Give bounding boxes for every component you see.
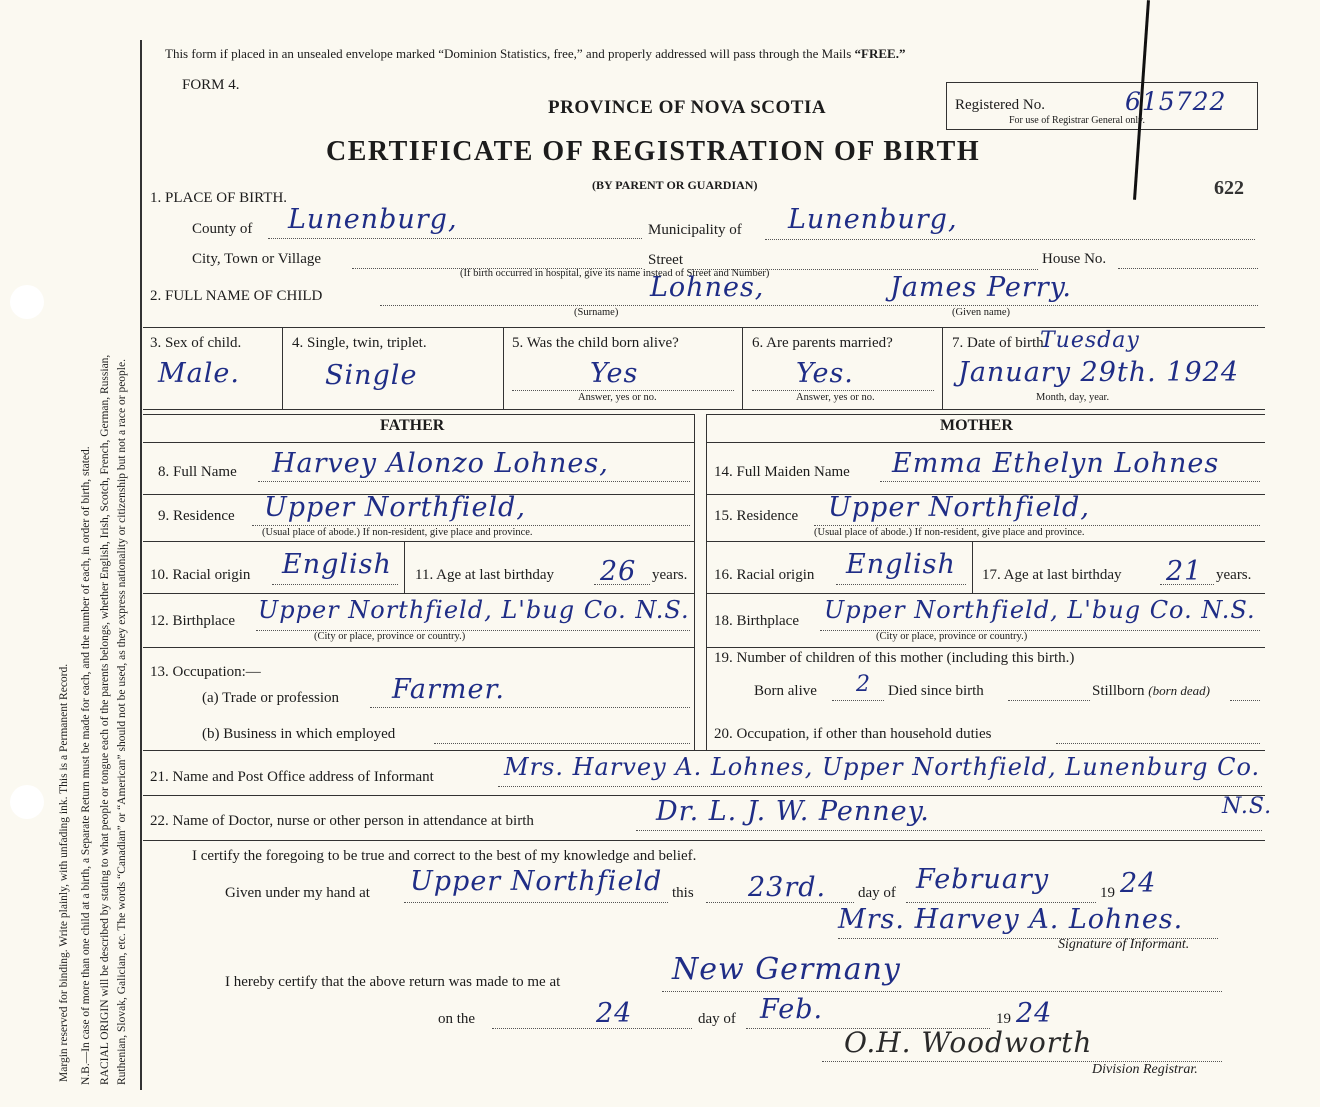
mother-residence-label: 15. Residence	[714, 508, 799, 524]
mother-name-value: Emma Ethelyn Lohnes	[892, 448, 1220, 479]
binding-border	[140, 40, 142, 1090]
row3-divider-4	[942, 327, 943, 409]
mother-occupation-line	[1056, 743, 1260, 744]
margin-note: Margin reserved for binding. Write plainly, with unfading ink. This is a Permanent Record.	[58, 663, 70, 1082]
informant-value-tail: N.S.	[1222, 794, 1273, 819]
binding-hole-top	[10, 285, 44, 319]
registrar-month-value: Feb.	[760, 994, 824, 1025]
married-label: 6. Are parents married?	[752, 335, 893, 351]
father-residence-line	[252, 525, 690, 526]
racial-origin-note-1: RACIAL ORIGIN will be described by stating to what people or tongue each of the parents belongs, whether English, Irish, Scotch, French, German, Russian,	[99, 354, 111, 1085]
father-residence-label: 9. Residence	[158, 508, 235, 524]
street-label: Street	[648, 252, 683, 268]
mother-box-left	[706, 414, 707, 750]
plurality-label: 4. Single, twin, triplet.	[292, 335, 427, 351]
registrar-use-note: For use of Registrar General only.	[1009, 115, 1145, 126]
father-row-divider-2	[143, 541, 694, 542]
sex-label: 3. Sex of child.	[150, 335, 242, 351]
registrar-day-line	[492, 1028, 692, 1029]
mother-children-label: 19. Number of children of this mother (including this birth.)	[714, 650, 1075, 666]
child-name-line	[380, 305, 1258, 306]
registrar-signature: O.H. Woodworth	[844, 1026, 1093, 1059]
stamp-number: 622	[1214, 177, 1244, 199]
binding-hole-bottom	[10, 785, 44, 819]
doctor-value: Dr. L. J. W. Penney.	[656, 796, 930, 827]
father-row-divider-4	[143, 647, 694, 648]
father-racial-divider	[404, 541, 405, 593]
nb-note: N.B.—In case of more than one child at a birth, a Separate Return must be made for each, and the number of each, in order of birth, stated.	[80, 446, 92, 1085]
registrar-day-of-label: day of	[698, 1011, 736, 1027]
hospital-note: (If birth occurred in hospital, give its name instead of Street and Number)	[460, 268, 770, 279]
informant-top-border	[143, 750, 1265, 751]
father-abode-caption: (Usual place of abode.) If non-resident, give place and province.	[262, 527, 533, 538]
father-row-divider-3	[143, 593, 694, 594]
father-heading: FATHER	[380, 417, 445, 434]
house-line	[1118, 268, 1258, 269]
municipality-label: Municipality of	[648, 222, 742, 238]
born-alive-value: Yes	[590, 358, 639, 389]
county-label: County of	[192, 221, 253, 237]
father-trade-value: Farmer.	[392, 674, 506, 705]
racial-origin-note-2: Ruthenian, Slovak, Galician, etc. The words “Canadian” or “American” should not be used, as they express nationality or citizenship but not a race or people.	[116, 359, 128, 1085]
doctor-line	[636, 830, 1262, 831]
father-name-line	[258, 481, 690, 482]
father-racial-label: 10. Racial origin	[150, 567, 251, 583]
place-of-birth-label: 1. PLACE OF BIRTH.	[150, 190, 288, 206]
certificate-title: CERTIFICATE OF REGISTRATION OF BIRTH	[326, 136, 981, 167]
child-name-label: 2. FULL NAME OF CHILD	[150, 288, 323, 304]
father-name-value: Harvey Alonzo Lohnes,	[272, 448, 609, 479]
child-surname: Lohnes,	[650, 272, 765, 303]
mother-abode-caption: (Usual place of abode.) If non-resident, give place and province.	[814, 527, 1085, 538]
father-age-value: 26	[600, 556, 637, 587]
married-caption: Answer, yes or no.	[796, 392, 875, 403]
house-label: House No.	[1042, 251, 1107, 267]
born-alive-count-line	[832, 700, 884, 701]
father-occupation-label: 13. Occupation:—	[150, 664, 261, 680]
this-label: this	[672, 885, 694, 901]
stillborn-text: Stillborn	[1092, 683, 1145, 699]
mother-age-label: 17. Age at last birthday	[982, 567, 1122, 583]
father-racial-value: English	[282, 549, 392, 580]
registrar-caption: Division Registrar.	[1092, 1062, 1198, 1077]
informant-label: 21. Name and Post Office address of Informant	[150, 769, 434, 785]
father-business-line	[434, 743, 690, 744]
province-heading: PROVINCE OF NOVA SCOTIA	[548, 97, 827, 118]
born-alive-label: 5. Was the child born alive?	[512, 335, 679, 351]
form-number: FORM 4.	[182, 77, 240, 93]
child-given-name: James Perry.	[890, 272, 1072, 303]
father-racial-line	[272, 584, 398, 585]
dob-value: January 29th. 1924	[958, 357, 1240, 388]
father-birthplace-caption: (City or place, province or country.)	[314, 631, 466, 642]
father-trade-label: (a) Trade or profession	[202, 690, 340, 706]
row3-divider-3	[742, 327, 743, 409]
stillborn-note: (born dead)	[1148, 683, 1211, 698]
sex-value: Male.	[158, 358, 240, 389]
certify-month-line	[906, 902, 1096, 903]
mother-racial-divider	[972, 541, 973, 593]
mother-header-top	[706, 414, 1265, 415]
registrar-year-value: 24	[1016, 998, 1053, 1029]
municipality-value: Lunenburg,	[788, 204, 958, 235]
mother-racial-label: 16. Racial origin	[714, 567, 815, 583]
registrar-year-prefix: 19	[996, 1011, 1011, 1027]
informant-signature-caption: Signature of Informant.	[1058, 937, 1190, 952]
mother-age-value: 21	[1166, 556, 1203, 587]
county-value: Lunenburg,	[288, 204, 458, 235]
certify-year-prefix: 19	[1100, 885, 1115, 901]
plurality-value: Single	[325, 360, 418, 391]
father-birthplace-value: Upper Northfield, L'bug Co. N.S.	[258, 596, 690, 624]
father-residence-value: Upper Northfield,	[264, 492, 526, 523]
given-under-hand-label: Given under my hand at	[225, 885, 370, 901]
certify-day-value: 23rd.	[748, 872, 827, 903]
father-header-bottom	[143, 442, 694, 443]
mother-birthplace-label: 18. Birthplace	[714, 613, 799, 629]
municipality-line	[765, 239, 1255, 240]
mother-heading: MOTHER	[940, 417, 1013, 434]
registrar-place-value: New Germany	[672, 952, 901, 987]
born-alive-count-value: 2	[856, 672, 871, 697]
mother-racial-value: English	[846, 549, 956, 580]
city-label: City, Town or Village	[192, 251, 322, 267]
certify-year-value: 24	[1120, 868, 1157, 899]
row3-divider-2	[503, 327, 504, 409]
mother-birthplace-value: Upper Northfield, L'bug Co. N.S.	[824, 596, 1256, 624]
father-business-label: (b) Business in which employed	[202, 726, 396, 742]
certify-month-value: February	[916, 864, 1050, 895]
registrar-place-line	[662, 991, 1222, 992]
mother-occupation-label: 20. Occupation, if other than household duties	[714, 726, 992, 742]
died-since-birth-line	[1008, 700, 1090, 701]
mother-residence-value: Upper Northfield,	[828, 492, 1090, 523]
registered-number: 615722	[1125, 87, 1227, 116]
married-line	[752, 390, 934, 391]
married-value: Yes.	[796, 358, 854, 389]
mother-row-divider-2	[706, 541, 1265, 542]
mother-residence-line	[814, 525, 1260, 526]
father-box-right	[694, 414, 695, 750]
mother-header-bottom	[706, 442, 1265, 443]
surname-caption: (Surname)	[574, 307, 619, 318]
mother-name-label: 14. Full Maiden Name	[714, 464, 850, 480]
given-place-line	[404, 902, 668, 903]
born-alive-count-label: Born alive	[754, 683, 817, 699]
mother-name-line	[880, 481, 1260, 482]
registrar-statement: I hereby certify that the above return was made to me at	[225, 974, 561, 990]
informant-signature: Mrs. Harvey A. Lohnes.	[838, 904, 1184, 935]
stillborn-line	[1230, 700, 1260, 701]
died-since-birth-label: Died since birth	[888, 683, 984, 699]
father-trade-line	[370, 707, 690, 708]
father-header-top	[143, 414, 694, 415]
row3-bottom-border	[143, 409, 1265, 410]
mother-racial-line	[836, 584, 966, 585]
certify-statement: I certify the foregoing to be true and correct to the best of my knowledge and belief.	[192, 848, 697, 864]
mother-years: years.	[1216, 567, 1252, 583]
registered-label: Registered No.	[955, 97, 1045, 113]
born-alive-line	[512, 390, 734, 391]
dob-label: 7. Date of birth.	[952, 335, 1048, 351]
father-name-label: 8. Full Name	[158, 464, 237, 480]
informant-line	[498, 786, 1262, 787]
row3-divider-1	[282, 327, 283, 409]
registrar-day-value: 24	[596, 998, 633, 1029]
given-place-value: Upper Northfield	[410, 866, 663, 897]
on-the-label: on the	[438, 1011, 476, 1027]
father-birthplace-label: 12. Birthplace	[150, 613, 235, 629]
given-name-caption: (Given name)	[952, 307, 1011, 318]
county-line	[268, 238, 642, 239]
doctor-label: 22. Name of Doctor, nurse or other person in attendance at birth	[150, 813, 534, 829]
dob-weekday: Tuesday	[1040, 328, 1140, 353]
born-alive-caption: Answer, yes or no.	[578, 392, 657, 403]
registered-box	[946, 82, 1258, 130]
mother-birthplace-caption: (City or place, province or country.)	[876, 631, 1028, 642]
father-years: years.	[652, 567, 688, 583]
mother-row-divider-4	[706, 647, 1265, 648]
postal-note: This form if placed in an unsealed envelope marked “Dominion Statistics, free,” and properly addressed will pass through the Mails “FREE.”	[165, 46, 906, 61]
certify-top-border	[143, 840, 1265, 841]
father-age-label: 11. Age at last birthday	[415, 567, 554, 583]
certify-day-of-label: day of	[858, 885, 896, 901]
informant-value: Mrs. Harvey A. Lohnes, Upper Northfield, Lunenburg Co.	[504, 753, 1261, 781]
mother-row-divider-3	[706, 593, 1265, 594]
dob-caption: Month, day, year.	[1036, 392, 1110, 403]
certificate-subtitle: (BY PARENT OR GUARDIAN)	[592, 178, 758, 192]
stillborn-label	[1092, 683, 1210, 700]
